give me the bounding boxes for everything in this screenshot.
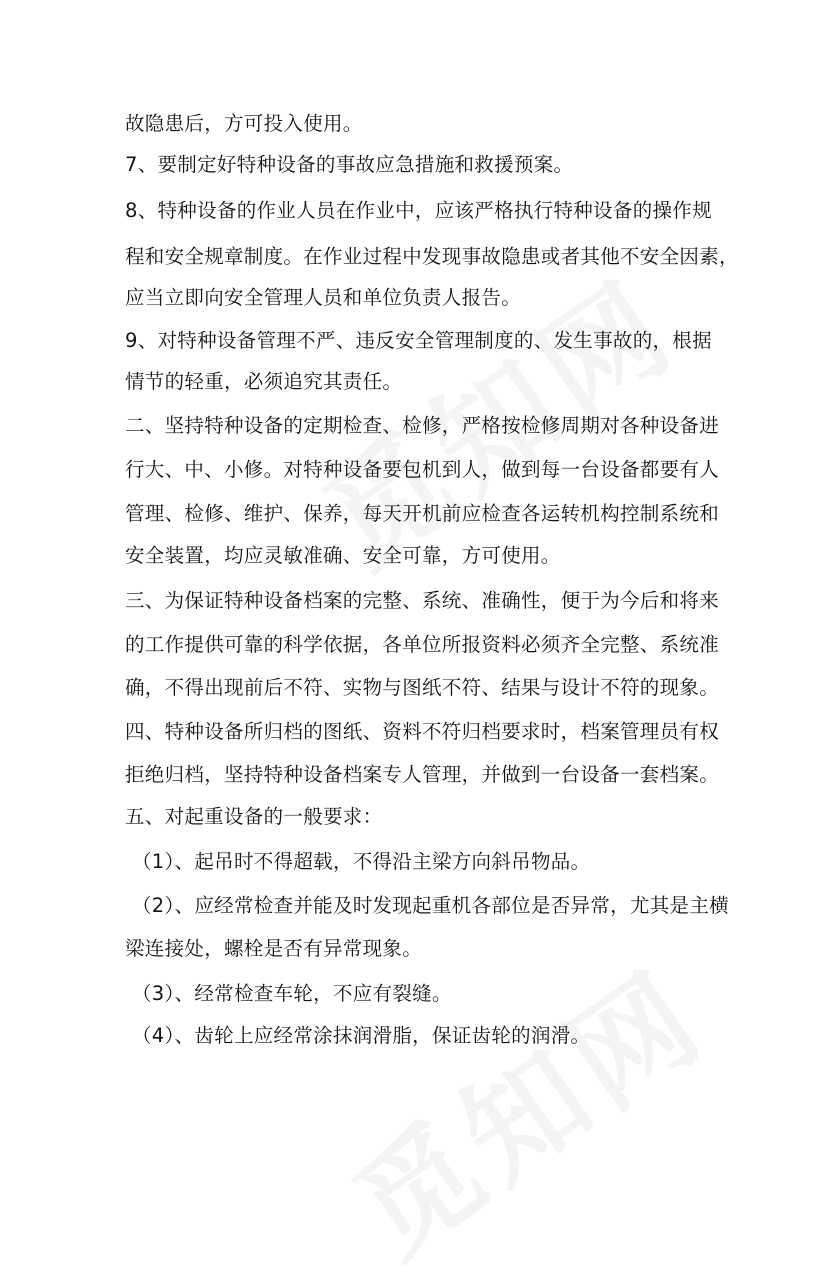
text-line: （3）、经常检查车轮，不应有裂缝。	[132, 982, 452, 1005]
text-line: （2）、应经常检查并能及时发现起重机各部位是否异常，尤其是主横	[132, 894, 729, 917]
text-line: 四、特种设备所归档的图纸、资料不符归档要求时，档案管理员有权	[125, 720, 720, 743]
text-line: 8、特种设备的作业人员在作业中，应该严格执行特种设备的操作规	[125, 199, 712, 222]
text-line: 管理、检修、维护、保养，每天开机前应检查各运转机构控制系统和	[125, 502, 720, 525]
text-line: 7、要制定好特种设备的事故应急措施和救援预案。	[125, 153, 574, 176]
text-line: （1）、起吊时不得超载，不得沿主梁方向斜吊物品。	[132, 850, 591, 873]
text-line: 的工作提供可靠的科学依据，各单位所报资料必须齐全完整、系统准	[125, 633, 720, 656]
text-line: 确，不得出现前后不符、实物与图纸不符、结果与设计不符的现象。	[125, 676, 720, 699]
text-line: 梁连接处，螺栓是否有异常现象。	[125, 937, 423, 960]
text-line: 程和安全规章制度。在作业过程中发现事故隐患或者其他不安全因素，	[125, 245, 739, 268]
text-line: 五、对起重设备的一般要求：	[125, 805, 383, 828]
text-line: 拒绝归档，坚持特种设备档案专人管理，并做到一台设备一套档案。	[125, 763, 720, 786]
text-line: 故隐患后，方可投入使用。	[125, 112, 363, 135]
text-line: 安全装置，均应灵敏准确、安全可靠，方可使用。	[125, 544, 561, 567]
text-line: 二、坚持特种设备的定期检查、检修，严格按检修周期对各种设备进	[125, 414, 720, 437]
text-line: 应当立即向安全管理人员和单位负责人报告。	[125, 286, 522, 309]
text-line: 9、对特种设备管理不严、违反安全管理制度的、发生事故的，根据	[125, 329, 712, 352]
watermark	[316, 924, 734, 1288]
text-line: 三、为保证特种设备档案的完整、系统、准确性，便于为今后和将来	[125, 589, 720, 612]
text-line: 行大、中、小修。对特种设备要包机到人，做到每一台设备都要有人	[125, 458, 720, 481]
text-line: 情节的轻重，必须追究其责任。	[125, 370, 403, 393]
text-line: （4）、齿轮上应经常涂抹润滑脂，保证齿轮的润滑。	[132, 1024, 591, 1047]
